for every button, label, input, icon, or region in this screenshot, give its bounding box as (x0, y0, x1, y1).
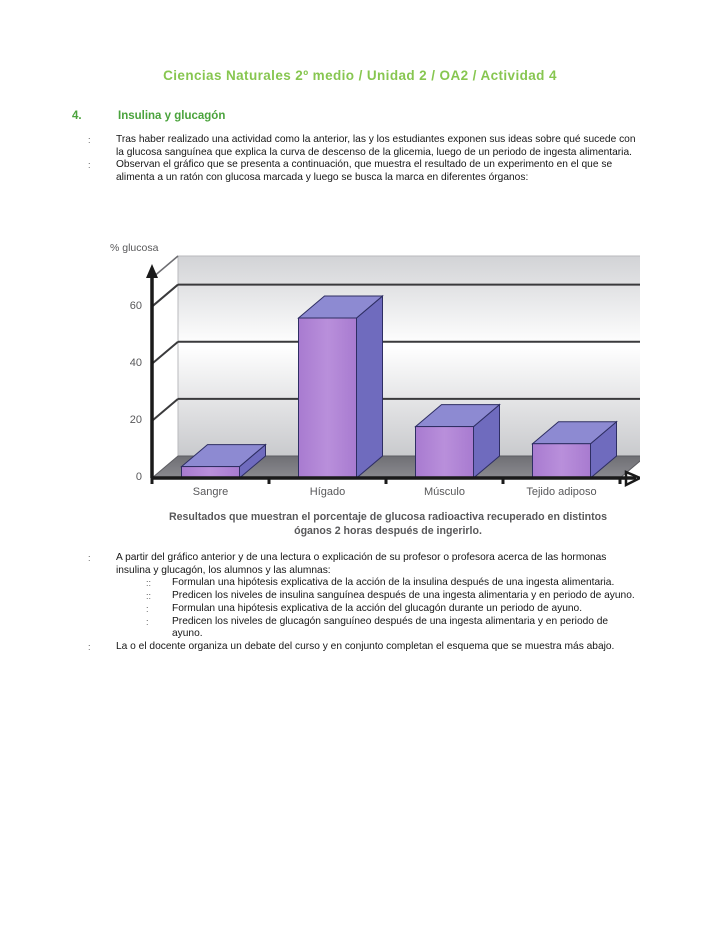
y-axis-tick-label: 20 (129, 413, 142, 426)
list-item-text: A partir del gráfico anterior y de una lectura o explicación de su profesor o profesora acerca de las hormonas insulina y glucagón, los alumnos y las alumnas: (116, 552, 607, 576)
section-title: Insulina y glucagón (118, 110, 226, 122)
list-item-text: Formulan una hipótesis explicativa de la acción de la insulina después de una ingesta alimentaria. (172, 577, 615, 589)
chart-plot-area (100, 240, 640, 510)
bullet-marker-icon: :: (146, 578, 152, 589)
bullet-marker-icon: : (146, 616, 149, 627)
x-axis-category-label: Sangre (192, 486, 229, 498)
activity-bullet-list (88, 552, 636, 654)
x-axis-category-label: Hígado (309, 486, 346, 498)
bullet-marker-icon: : (88, 641, 91, 652)
list-item-text: La o el docente organiza un debate del curso y en conjunto completan el esquema que se muestra más abajo. (116, 640, 615, 652)
list-item (88, 134, 636, 159)
y-axis-tick-label: 60 (129, 299, 142, 312)
section-heading (72, 110, 632, 122)
y-axis-tick-label: 40 (129, 356, 142, 369)
list-item (88, 641, 636, 654)
bullet-marker-icon: : (88, 160, 91, 171)
bullet-marker-icon: : (88, 553, 91, 563)
list-item-text: Formulan una hipótesis explicativa de la acción del glucagón durante un periodo de ayuno. (172, 602, 583, 614)
list-item (88, 577, 636, 590)
list-item (88, 590, 636, 603)
list-item-text: Tras haber realizado una actividad como la anterior, las y los estudiantes exponen sus ideas sobre qué sucede con la glucosa sanguínea que explica la curva de descenso de la glicemia, luego de un periodo de ingesta alimentaria. (116, 134, 636, 158)
bullet-marker-icon: : (88, 135, 91, 145)
list-item (88, 616, 636, 641)
intro-bullet-list (88, 134, 636, 185)
chart-caption: Resultados que muestran el porcentaje de glucosa radioactiva recuperado en distintos óganos 2 horas después de ingerirlo. (169, 511, 607, 537)
x-axis-category-label: Músculo (424, 486, 465, 498)
chart-svg (100, 240, 640, 510)
x-axis-category-label: Tejido adiposo (526, 486, 597, 498)
section-number: 4. (72, 110, 82, 122)
glucose-bar-chart (100, 240, 640, 510)
list-item-text: Predicen los niveles de insulina sanguínea después de una ingesta alimentaria y en periodo de ayuno. (172, 590, 635, 602)
list-item (88, 603, 636, 616)
list-item-text: Predicen los niveles de glucagón sanguíneo después de una ingesta alimentaria y en periodo de ayuno. (172, 615, 609, 640)
list-item (88, 552, 636, 577)
bullet-marker-icon: :: (146, 591, 152, 602)
document-title: Ciencias Naturales 2º medio / Unidad 2 / OA2 / Actividad 4 (163, 68, 557, 83)
chart-axis-title: % glucosa (110, 242, 159, 254)
y-axis-tick-label: 0 (135, 471, 142, 483)
list-item (88, 159, 636, 184)
bullet-marker-icon: : (146, 603, 149, 614)
list-item-text: Observan el gráfico que se presenta a continuación, que muestra el resultado de un experimento en el que se alimenta a un ratón con glucosa marcada y luego se busca la marca en diferentes órganos: (116, 159, 613, 184)
